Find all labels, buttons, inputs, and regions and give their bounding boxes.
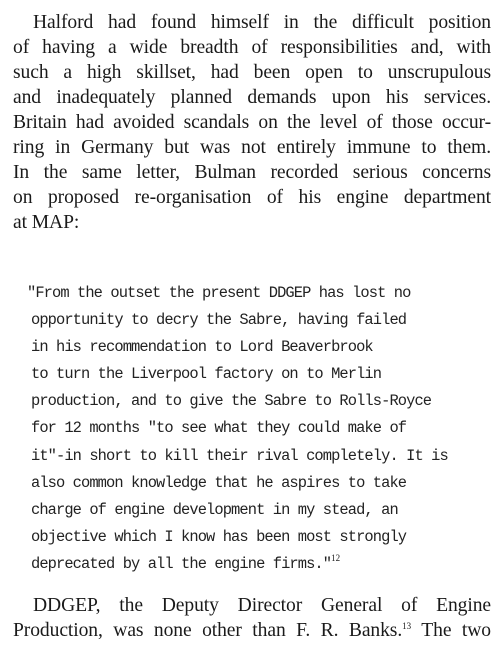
paragraph-line: Halford had found himself in the difficult position [33, 12, 491, 33]
quote-line: it"-in short to kill their rival completely. It is [31, 446, 448, 465]
paragraph-line: Britain had avoided scandals on the level of those occur- [13, 112, 491, 133]
quote-line: for 12 months "to see what they could make of [31, 419, 407, 438]
paragraph-line: at MAP: [13, 212, 80, 233]
quote-line: also common knowledge that he aspires to take [31, 473, 407, 492]
quote-line: "From the outset the present DDGEP has lost no [27, 284, 411, 302]
footnote-ref-12[interactable]: 12 [331, 552, 341, 563]
paragraph-line: and inadequately planned demands upon his services. [13, 87, 491, 108]
quote-line: objective which I know has been most strongly [31, 527, 407, 546]
quote-line: opportunity to decry the Sabre, having failed [31, 311, 407, 330]
quote-line: production, and to give the Sabre to Rolls-Royce [31, 392, 432, 411]
paragraph-line: on proposed re-organisation of his engine department [13, 187, 491, 208]
quote-line: in his recommendation to Lord Beaverbrook [31, 338, 373, 357]
paragraph-line: of having a wide breadth of responsibilities and, with [13, 37, 491, 58]
body-paragraph-halford [13, 10, 491, 235]
quote-line: deprecated by all the engine firms."$^{12}$ [31, 552, 341, 573]
footnote-ref-13[interactable]: 13 [402, 621, 412, 631]
paragraph-line: Production, was none other than F. R. Banks.$^{13}$ The two [13, 620, 491, 641]
quote-line: to turn the Liverpool factory on to Merlin [31, 365, 382, 384]
paragraph-line: ring in Germany but was not entirely immune to them. [13, 137, 491, 158]
paragraph-line: In the same letter, Bulman recorded serious concerns [13, 162, 491, 183]
quote-line: charge of engine development in my stead, an [31, 500, 398, 519]
paragraph-line: such a high skillset, had been open to unscrupulous [13, 62, 491, 83]
body-paragraph-ddgep [13, 593, 491, 643]
paragraph-line: DDGEP, the Deputy Director General of Engine [33, 595, 491, 616]
typewritten-quote [27, 280, 477, 578]
